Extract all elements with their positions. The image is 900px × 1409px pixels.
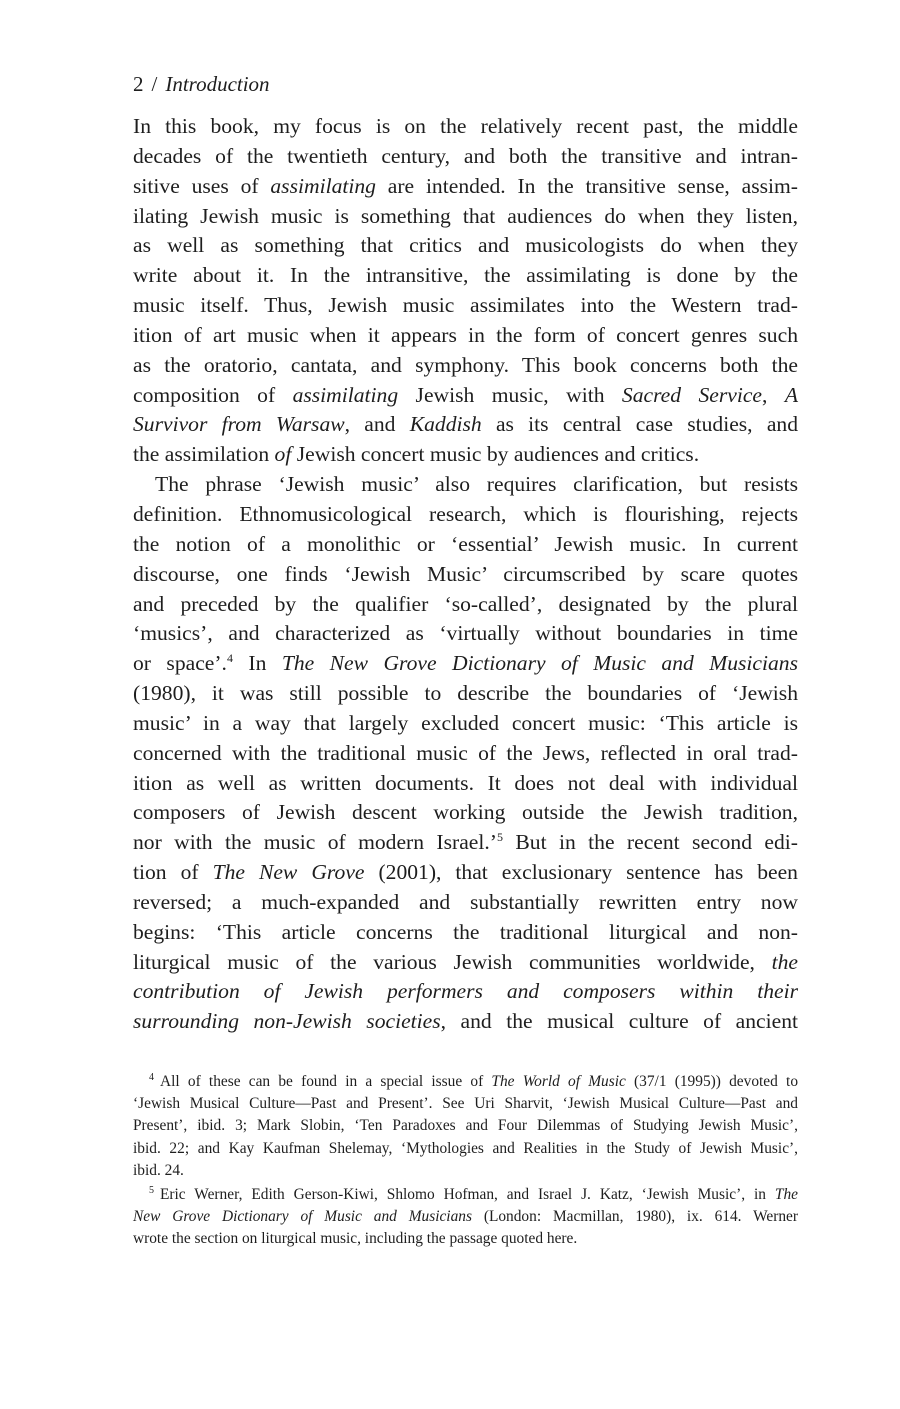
text-segment: All of these can be found in a special issue of xyxy=(160,1073,492,1090)
text-line xyxy=(133,590,798,620)
footnote-reference[interactable]: 5 xyxy=(149,1184,154,1196)
italic-text: New Grove Dictionary of Music and Musicians xyxy=(133,1208,472,1226)
text-line xyxy=(133,560,798,590)
text-line xyxy=(133,231,798,261)
footnote-line xyxy=(133,1115,798,1137)
text-segment: , and the musical culture of ancient xyxy=(440,1009,798,1034)
running-head-separator: / xyxy=(151,72,158,96)
text-segment: (London: Macmillan, 1980), ix. 614. Werner xyxy=(471,1208,798,1226)
text-line xyxy=(133,291,798,321)
text-line xyxy=(133,410,798,440)
text-segment: ‘musics’, and characterized as ‘virtually without boundaries in time xyxy=(133,621,798,646)
text-line xyxy=(133,530,798,560)
italic-text: A xyxy=(784,382,799,407)
text-segment: definition. Ethnomusicological research, which is flourishing, rejects xyxy=(133,501,798,526)
page-number: 2 xyxy=(133,72,144,96)
italic-text: surrounding non-Jewish societies xyxy=(133,1009,441,1034)
text-line xyxy=(133,142,798,172)
text-segment: Present’, ibid. 3; Mark Slobin, ‘Ten Paradoxes and Four Dilemmas of Studying Jewish Music’, xyxy=(133,1117,798,1135)
text-segment: ‘Jewish Musical Culture—Past and Present’. See Uri Sharvit, ‘Jewish Musical Culture—Past and xyxy=(133,1095,798,1113)
text-line xyxy=(133,351,798,381)
italic-text: The xyxy=(774,1185,798,1203)
running-head xyxy=(133,70,270,98)
text-segment: , and xyxy=(344,412,410,437)
footnotes xyxy=(133,1071,798,1251)
italic-text: The New Grove xyxy=(212,860,365,885)
text-segment: decades of the twentieth century, and both the transitive and intran- xyxy=(133,143,798,168)
text-line xyxy=(133,888,798,918)
text-line xyxy=(133,500,798,530)
text-segment: liturgical music of the various Jewish communities worldwide, xyxy=(133,949,772,974)
text-line xyxy=(133,381,798,411)
footnote-4 xyxy=(133,1071,798,1182)
text-line xyxy=(133,619,798,649)
text-segment: ition of art music when it appears in the form of concert genres such xyxy=(133,322,798,347)
italic-text: of xyxy=(274,442,292,467)
italic-text: Kaddish xyxy=(409,412,482,437)
text-line xyxy=(133,828,798,858)
text-line xyxy=(133,649,798,679)
footnote-line xyxy=(133,1093,798,1115)
text-segment: and preceded by the qualifier ‘so-called’, designated by the plural xyxy=(133,591,798,616)
text-segment: tion of xyxy=(133,860,213,885)
text-line xyxy=(133,769,798,799)
text-segment: , xyxy=(762,382,785,407)
text-line xyxy=(133,948,798,978)
text-segment: the assimilation xyxy=(133,442,275,467)
footnote-line xyxy=(133,1206,798,1228)
italic-text: The New Grove Dictionary of Music and Musicians xyxy=(281,651,799,676)
italic-text: Sacred Service xyxy=(621,382,763,407)
text-segment: reversed; a much-expanded and substantially rewritten entry now xyxy=(133,889,798,914)
text-segment: composition of xyxy=(133,382,293,407)
italic-text: Survivor from Warsaw xyxy=(133,412,345,437)
text-line xyxy=(133,739,798,769)
text-segment: or space’. xyxy=(133,651,227,676)
text-segment: sitive uses of xyxy=(133,173,271,198)
text-segment: (37/1 (1995)) devoted to xyxy=(625,1073,799,1090)
paragraph-2 xyxy=(133,470,798,1037)
text-segment: music’ in a way that largely excluded concert music: ‘This article is xyxy=(133,710,798,735)
text-segment: ibid. 22; and Kay Kaufman Shelemay, ‘Mythologies and Realities in the Study of Jewish Music’, xyxy=(133,1139,798,1157)
footnote-line xyxy=(133,1228,798,1250)
text-segment: concerned with the traditional music of the Jews, reflected in oral trad- xyxy=(133,740,798,765)
section-title: Introduction xyxy=(165,72,270,96)
footnote-line xyxy=(133,1071,798,1093)
text-segment: as its central case studies, and xyxy=(481,412,798,437)
text-segment: Eric Werner, Edith Gerson-Kiwi, Shlomo Hofman, and Israel J. Katz, ‘Jewish Music’, in xyxy=(160,1185,775,1203)
text-line xyxy=(133,261,798,291)
footnote-reference[interactable]: 5 xyxy=(496,830,503,845)
text-segment: In this book, my focus is on the relatively recent past, the middle xyxy=(133,114,798,138)
footnote-line xyxy=(133,1138,798,1160)
text-segment: But in the recent second edi- xyxy=(502,830,798,855)
text-segment: write about it. In the intransitive, the assimilating is done by the xyxy=(133,263,798,288)
text-segment: wrote the section on liturgical music, including the passage quoted here. xyxy=(133,1230,578,1248)
text-segment: ilating Jewish music is something that audiences do when they listen, xyxy=(133,203,798,228)
text-segment: music itself. Thus, Jewish music assimilates into the Western trad- xyxy=(133,293,798,318)
text-segment: composers of Jewish descent working outside the Jewish tradition, xyxy=(133,800,798,825)
text-line xyxy=(133,679,798,709)
text-segment: (2001), that exclusionary sentence has been xyxy=(364,860,798,885)
italic-text: contribution of Jewish performers and composers within their xyxy=(133,979,798,1004)
paragraph-1 xyxy=(133,112,798,470)
text-segment: nor with the music of modern Israel.’ xyxy=(133,830,497,855)
text-segment: as well as something that critics and musicologists do when they xyxy=(133,233,798,258)
text-line xyxy=(133,918,798,948)
text-line xyxy=(133,112,798,142)
text-line xyxy=(133,202,798,232)
text-line xyxy=(133,709,798,739)
text-segment: are intended. In the transitive sense, assim- xyxy=(375,173,798,198)
italic-text: assimilating xyxy=(270,173,376,198)
footnote-reference[interactable]: 4 xyxy=(149,1072,154,1083)
footnote-line xyxy=(133,1184,798,1206)
text-line xyxy=(133,858,798,888)
italic-text: The World of Music xyxy=(491,1073,626,1090)
text-segment: Jewish music, with xyxy=(398,382,622,407)
text-segment: ibid. 24. xyxy=(133,1161,184,1179)
text-segment: the notion of a monolithic or ‘essential’ Jewish music. In current xyxy=(133,531,798,556)
text-line xyxy=(133,321,798,351)
text-line xyxy=(133,977,798,1007)
footnote-reference[interactable]: 4 xyxy=(226,651,233,666)
text-line xyxy=(133,172,798,202)
text-line xyxy=(133,1007,798,1037)
text-segment: discourse, one finds ‘Jewish Music’ circumscribed by scare quotes xyxy=(133,561,798,586)
italic-text: assimilating xyxy=(292,382,399,407)
text-segment: Jewish concert music by audiences and critics. xyxy=(291,442,700,467)
text-line xyxy=(133,470,798,500)
footnote-5 xyxy=(133,1184,798,1251)
text-line xyxy=(133,440,798,470)
body-text xyxy=(133,112,798,1037)
footnote-line xyxy=(133,1160,798,1182)
text-segment: ition as well as written documents. It does not deal with individual xyxy=(133,770,798,795)
text-segment: as the oratorio, cantata, and symphony. This book concerns both the xyxy=(133,352,798,377)
text-segment: In xyxy=(232,651,282,676)
text-segment: The phrase ‘Jewish music’ also requires clarification, but resists xyxy=(155,472,798,497)
text-segment: begins: ‘This article concerns the traditional liturgical and non- xyxy=(133,919,798,944)
italic-text: the xyxy=(771,949,798,974)
text-line xyxy=(133,798,798,828)
text-segment: (1980), it was still possible to describe the boundaries of ‘Jewish xyxy=(133,681,798,706)
